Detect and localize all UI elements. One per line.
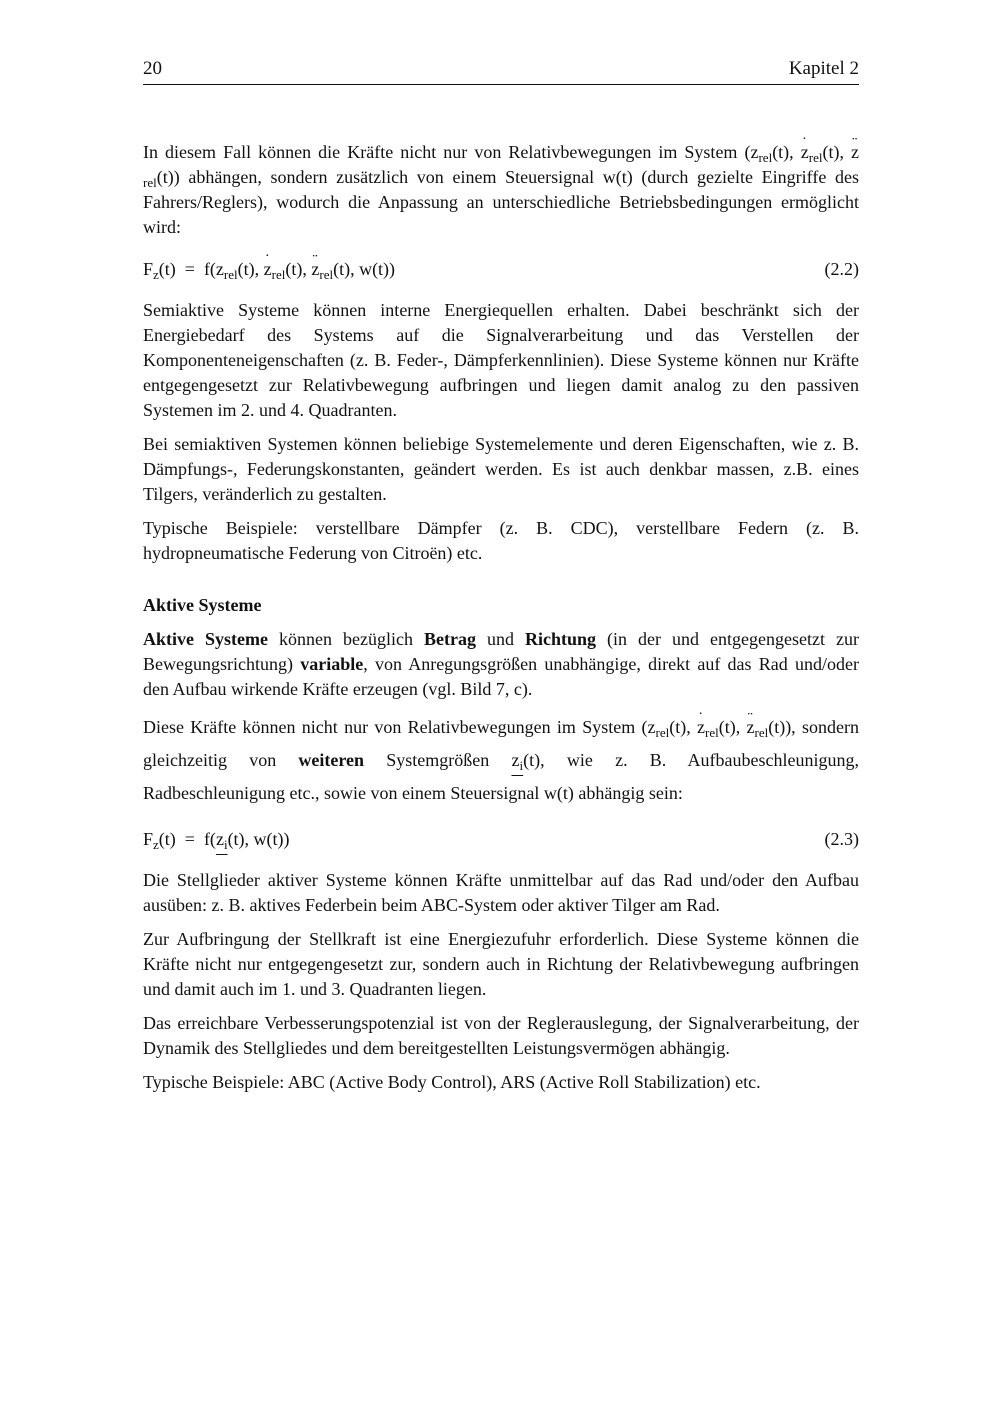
equation-1 — [143, 257, 859, 283]
chapter-title: Kapitel 2 — [788, 58, 859, 79]
paragraph-7: Die Stellglieder aktiver Systeme können Kräfte unmittelbar auf das Rad und/oder den Aufbau ausüben: z. B. aktives Federbein beim ABC-System oder aktiver Tilger am Rad. — [143, 870, 859, 915]
paragraph-6: Diese Kräfte können nicht nur von Relativbewegungen im System ($z_{rel}(t)$, ˙ $z_{rel}(t)$, ¨ $z_{rel}(t)$), sondern gleichzeitig von weiteren Systemgrößen $z_i(t)$, wie z. B. Aufbaubeschleunigung, Radbeschleunigung etc., sowie von einem Steuersignal w(t) abhängig sein: — [143, 711, 859, 810]
equation-number: (2.3) — [824, 829, 859, 849]
paragraph-9: Das erreichbare Verbesserungspotenzial ist von der Reglerauslegung, der Signalverarbeitung, der Dynamik des Stellgliedes und dem bereitgestellten Leistungsvermögen abhängig. — [143, 1013, 859, 1058]
paragraph-10: Typische Beispiele: ABC (Active Body Control), ARS (Active Roll Stabilization) etc. — [143, 1072, 761, 1092]
equation-expression: $F_z(t) = f(z_{rel}(t)$, ˙ $z_{rel}(t)$, ¨ $z_{rel}(t)$, w(t)) — [143, 257, 395, 282]
paragraph-2: Semiaktive Systeme können interne Energiequellen erhalten. Dabei beschränkt sich der Energiebedarf des Systems auf die Signalverarbeitung und das Verstellen der Komponenteneigenschaften (z. B. Feder-, Dämpferkennlinien). Diese Systeme können nur Kräfte entgegengesetzt zur Relativbewegung aufbringen und liegen damit analog zu den passiven Systemen im 2. und 4. Quadranten. — [143, 300, 859, 420]
paragraph-4: Typische Beispiele: verstellbare Dämpfer (z. B. CDC), verstellbare Federn (z. B. hydropneumatische Federung von Citroën) etc. — [143, 518, 859, 563]
paragraph-3: Bei semiaktiven Systemen können beliebige Systemelemente und deren Eigenschaften, wie z. B. Dämpfungs-, Federungskonstanten, geändert werden. Es ist auch denkbar massen, z.B. eines Tilgers, veränderlich zu gestalten. — [143, 434, 859, 504]
section-heading: Aktive Systeme — [143, 595, 262, 615]
running-header — [143, 58, 859, 85]
equation-number: (2.2) — [824, 259, 859, 279]
body-text — [143, 140, 859, 1104]
equation-expression: $F_z(t) = f(z_i(t)$, w(t)) — [143, 829, 290, 852]
paragraph-1: In diesem Fall können die Kräfte nicht nur von Relativbewegungen im System ($z_{rel}(t)$, ˙ $z_{rel}(t)$, ¨ $z_{rel}(t)$) abhängen, sondern zusätzlich von einem Steuersignal w(t) (durch gezielte Eingriffe des Fahrers/Reglers), wodurch die Anpassung an unterschiedliche Betriebsbedingungen ermöglicht wird: — [143, 140, 859, 240]
page-number: 20 — [143, 58, 162, 79]
paragraph-8: Zur Aufbringung der Stellkraft ist eine Energiezufuhr erforderlich. Diese Systeme können die Kräfte nicht nur entgegengesetzt zur, sondern auch in Richtung der Relativbewegung aufbringen und damit auch im 1. und 3. Quadranten liegen. — [143, 929, 859, 999]
paragraph-5: Aktive Systeme können bezüglich Betrag und Richtung (in der und entgegengesetzt zur Bewegungsrichtung) variable, von Anregungsgrößen unabhängige, direkt auf das Rad und/oder den Aufbau wirkende Kräfte erzeugen (vgl. Bild 7, c). — [143, 629, 860, 699]
equation-2 — [143, 827, 859, 853]
